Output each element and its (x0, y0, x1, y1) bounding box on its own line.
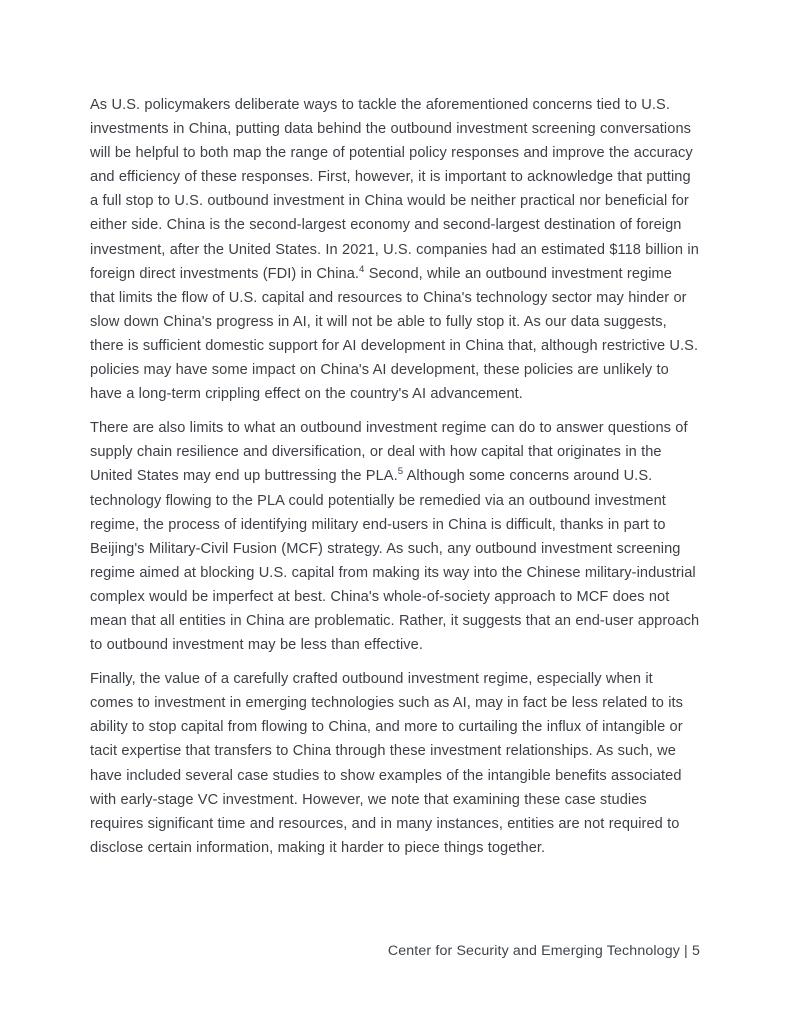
paragraph-2-text-part-1: There are also limits to what an outbound investment regime can do to answer questions of supply chain resilience and diversification, or deal with how capital that originates in the United States may end up buttressing the PLA. (90, 420, 688, 485)
paragraph-1-text-part-1: As U.S. policymakers deliberate ways to tackle the aforementioned concerns tied to U.S. investments in China, putting data behind the outbound investment screening conversations will be helpful to both map the range of potential policy responses and improve the accuracy and efficiency of these responses. First, however, it is important to acknowledge that putting a full stop to U.S. outbound investment in China would be neither practical nor beneficial for either side. China is the second-largest economy and second-largest destination of foreign investment, after the United States. In 2021, U.S. companies had an estimated $118 billion in foreign direct investments (FDI) in China. (90, 97, 699, 282)
paragraph-2-text-part-2: Although some concerns around U.S. technology flowing to the PLA could potentially be remedied via an outbound investment regime, the process of identifying military end-users in China is difficult, thanks in part to Beijing's Military-Civil Fusion (MCF) strategy. As such, any outbound investment screening regime aimed at blocking U.S. capital from making its way into the Chinese military-industrial complex would be imperfect at best. China's whole-of-society approach to MCF does not mean that all entities in China are problematic. Rather, it suggests that an end-user approach to outbound investment may be less than effective. (90, 468, 700, 654)
paragraph-1-text-part-2: Second, while an outbound investment regime that limits the flow of U.S. capital and resources to China's technology sector may hinder or slow down China's progress in AI, it will not be able to fully stop it. As our data suggests, there is sufficient domestic support for AI development in China that, although restrictive U.S. policies may have some impact on China's AI development, these policies are unlikely to have a long-term crippling effect on the country's AI advancement. (90, 265, 699, 403)
body-paragraph-2 (90, 416, 700, 657)
body-paragraph-1 (90, 93, 700, 406)
paragraph-3-text: Finally, the value of a carefully crafted outbound investment regime, especially when it comes to investment in emerging technologies such as AI, may in fact be less related to its ability to stop capital from flowing to China, and more to curtailing the influx of intangible or tacit expertise that transfers to China through these investment relationships. As such, we have included several case studies to show examples of the intangible benefits associated with early-stage VC investment. However, we note that examining these case studies requires significant time and resources, and in many instances, entities are not required to disclose certain information, making it harder to piece things together. (90, 671, 684, 856)
footnote-reference-4[interactable]: 4 (359, 263, 365, 275)
page-body-content (90, 93, 700, 860)
body-paragraph-3 (90, 667, 700, 860)
footnote-reference-5[interactable]: 5 (397, 466, 404, 478)
page-footer: Center for Security and Emerging Technology | 5 (387, 943, 700, 959)
